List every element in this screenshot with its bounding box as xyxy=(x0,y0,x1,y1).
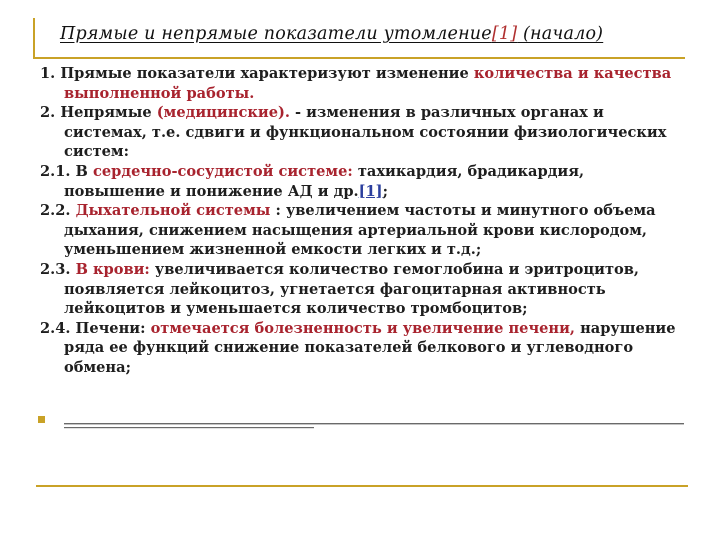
body-text-span: 1. Прямые показатели характеризуют изменение xyxy=(40,65,474,82)
footnote-tiny-text xyxy=(64,420,696,438)
body-text-span: 2.2. xyxy=(40,202,76,220)
reference-link[interactable]: [1] xyxy=(358,182,383,200)
bottom-divider-line xyxy=(36,485,688,487)
list-item-2-2 xyxy=(40,201,690,260)
title-reference[interactable]: [1] xyxy=(491,24,518,44)
body-text-span: тахикардия, брадикардия, повышение и понижение АД и др. xyxy=(64,162,585,200)
frame-vertical-line xyxy=(33,18,35,58)
slide-title xyxy=(60,24,690,44)
list-item-2-3 xyxy=(40,260,690,319)
highlighted-text: сердечно-сосудистой системе: xyxy=(92,162,353,180)
body-text-span: увеличивается количество гемоглобина и эритроцитов, появляется лейкоцитоз, угнетается фагоцитарная активность лейкоцитов и уменьшается количество тромбоцитов; xyxy=(64,260,639,318)
list-item-1 xyxy=(40,64,690,103)
highlighted-text: В крови: xyxy=(75,260,150,278)
body-text-span: 2.3. xyxy=(40,260,76,278)
highlighted-text: отмечается болезненность и увеличение печени, xyxy=(150,319,575,337)
highlighted-text: (медицинские). xyxy=(156,104,290,122)
highlighted-text: количества и качества выполненной работы. xyxy=(64,65,672,102)
title-suffix: (начало) xyxy=(517,24,604,44)
body-text-span: ; xyxy=(382,182,388,200)
body-text-span: 2.4. Печени: xyxy=(40,319,151,337)
highlighted-text: Дыхательной системы xyxy=(75,202,271,220)
list-item-2 xyxy=(40,103,690,162)
body-text-span: : увеличением частоты и минутного объема дыхания, снижением насыщения артериальной крови кислородом, уменьшением жизненной емкости легких и т.д.; xyxy=(64,202,656,259)
body-text-span: 2.1. В xyxy=(40,162,93,180)
title-main: Прямые и непрямые показатели утомление xyxy=(60,24,492,44)
bullet-square-icon xyxy=(38,416,45,423)
slide-body xyxy=(40,64,690,378)
title-divider-line xyxy=(33,57,685,59)
body-text-span: 2. Непрямые xyxy=(40,104,157,122)
list-item-2-1 xyxy=(40,162,690,201)
body-text-span: нарушение ряда ее функций снижение показателей белкового и углеводного обмена; xyxy=(64,319,676,376)
body-text-span: - изменения в различных органах и системах, т.е. сдвиги и функциональном состоянии физиологических систем: xyxy=(64,104,667,161)
list-item-2-4 xyxy=(40,319,690,378)
